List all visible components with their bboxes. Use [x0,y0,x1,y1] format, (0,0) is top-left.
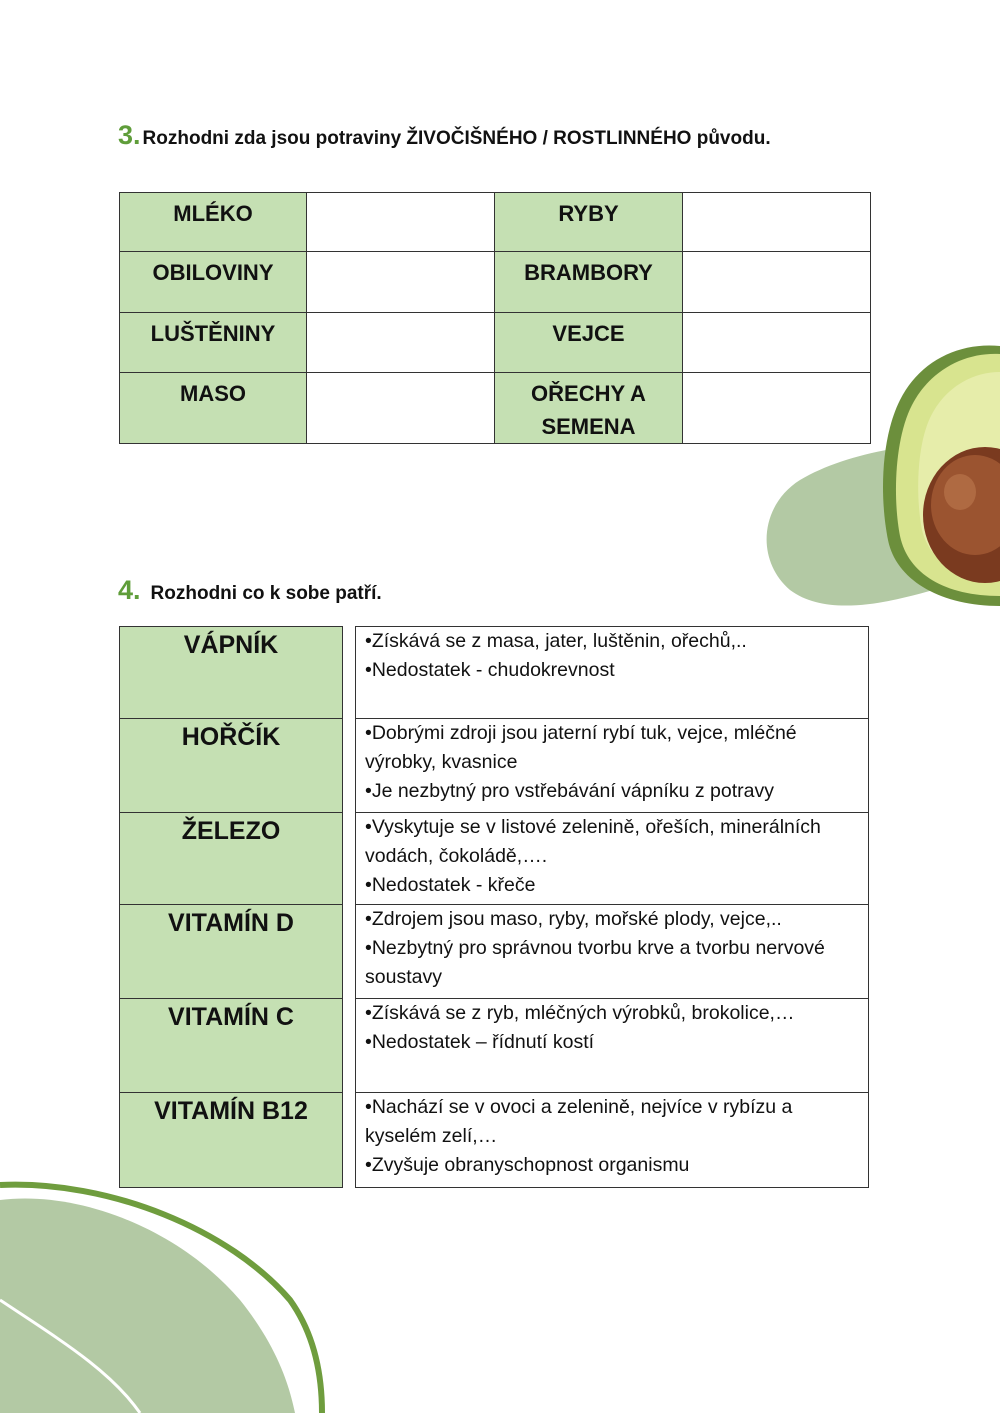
description-line: •Získává se z masa, jater, luštěnin, ořechů,.. [365,630,747,652]
nutrient-description[interactable] [356,813,869,905]
nutrient-term[interactable]: ŽELEZO [120,813,343,905]
table-row [120,252,871,313]
avocado-illustration [883,345,1000,606]
answer-cell[interactable] [307,193,495,252]
nutrient-terms-table [119,626,343,1188]
table-row [120,313,871,373]
answer-cell[interactable] [307,373,495,444]
section-3-heading [118,120,771,151]
nutrient-descriptions-table [355,626,869,1188]
description-line: •Vyskytuje se v listové zelenině, ořeších, minerálních vodách, čokoládě,…. [365,816,821,867]
answer-cell[interactable] [307,252,495,313]
description-line: •Získává se z ryb, mléčných výrobků, brokolice,… [365,1002,795,1024]
food-label: RYBY [495,193,683,252]
nutrient-description[interactable] [356,719,869,813]
food-origin-table [119,192,871,444]
food-label: VEJCE [495,313,683,373]
description-line: •Nedostatek - chudokrevnost [365,659,615,681]
section-4-number: 4. [118,575,141,605]
food-label: OBILOVINY [120,252,307,313]
answer-cell[interactable] [683,252,871,313]
food-label: LUŠTĚNINY [120,313,307,373]
description-line: •Nedostatek - křeče [365,874,536,896]
food-label: MASO [120,373,307,444]
nutrient-description[interactable] [356,905,869,999]
description-line: •Nezbytný pro správnou tvorbu krve a tvorbu nervové soustavy [365,937,825,988]
nutrient-description[interactable] [356,999,869,1093]
description-line: •Zvyšuje obranyschopnost organismu [365,1154,690,1176]
nutrient-term[interactable]: HOŘČÍK [120,719,343,813]
description-line: •Dobrými zdroji jsou jaterní rybí tuk, vejce, mléčné výrobky, kvasnice [365,722,797,773]
food-label: OŘECHY A SEMENA [495,373,683,444]
table-row [120,373,871,444]
answer-cell[interactable] [683,193,871,252]
section-4-title: Rozhodni co k sobe patří. [150,583,382,604]
section-3-title: Rozhodni zda jsou potraviny ŽIVOČIŠNÉHO / ROSTLINNÉHO původu. [142,128,771,149]
description-line: •Nachází se v ovoci a zelenině, nejvíce v rybízu a kyselém zelí,… [365,1096,793,1147]
nutrient-description[interactable] [356,1093,869,1188]
nutrient-term[interactable]: VITAMÍN C [120,999,343,1093]
food-label: BRAMBORY [495,252,683,313]
food-label: MLÉKO [120,193,307,252]
section-4-heading [118,575,382,606]
description-line: •Je nezbytný pro vstřebávání vápníku z potravy [365,780,774,802]
answer-cell[interactable] [683,373,871,444]
bottom-leaf-shape [0,1185,322,1413]
nutrient-term[interactable]: VITAMÍN D [120,905,343,999]
description-line: •Nedostatek – řídnutí kostí [365,1031,595,1053]
answer-cell[interactable] [683,313,871,373]
table-row [120,193,871,252]
section-3-number: 3. [118,120,141,150]
answer-cell[interactable] [307,313,495,373]
nutrient-term[interactable]: VITAMÍN B12 [120,1093,343,1188]
description-line: •Zdrojem jsou maso, ryby, mořské plody, vejce,.. [365,908,782,930]
nutrient-description[interactable] [356,627,869,719]
nutrient-term[interactable]: VÁPNÍK [120,627,343,719]
